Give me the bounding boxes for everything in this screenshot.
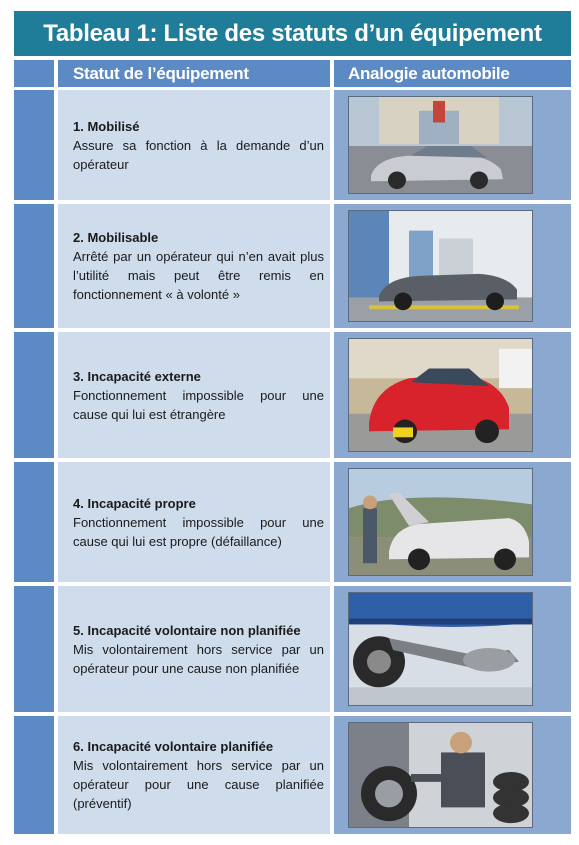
status-label: 4. Incapacité propre <box>73 495 196 511</box>
row-gutter-cell <box>14 716 54 834</box>
analogy-cell <box>334 332 571 458</box>
table-row <box>58 462 330 582</box>
car-exhaust-underside-photo <box>348 592 533 706</box>
header-gutter-cell <box>14 60 54 87</box>
table-row <box>58 204 330 328</box>
analogy-cell <box>334 90 571 200</box>
analogy-cell <box>334 462 571 582</box>
row-gutter-cell <box>14 586 54 712</box>
status-label: 1. Mobilisé <box>73 118 140 134</box>
status-description: Fonctionnement impossible pour une cause qui lui est propre (défaillance) <box>73 514 324 549</box>
row-gutter-cell <box>14 332 54 458</box>
analogy-cell <box>334 586 571 712</box>
row-gutter-cell <box>14 90 54 200</box>
status-label: 5. Incapacité volontaire non planifiée <box>73 622 301 638</box>
mechanic-changing-tire-photo <box>348 722 533 828</box>
status-label: 3. Incapacité externe <box>73 368 201 384</box>
status-description: Mis volontairement hors service par un opérateur pour une cause planifiée (préventif) <box>73 758 324 811</box>
table-row <box>58 586 330 712</box>
status-description: Fonctionnement impossible pour une cause qui lui est étrangère <box>73 387 324 422</box>
status-label: 6. Incapacité volontaire planifiée <box>73 739 274 754</box>
status-label: 2. Mobilisable <box>73 230 159 245</box>
analogy-cell <box>334 204 571 328</box>
row-gutter-cell <box>14 462 54 582</box>
row-gutter-cell <box>14 204 54 328</box>
header-status: Statut de l’équipement <box>58 60 330 87</box>
table-title: Tableau 1: Liste des statuts d’un équipement <box>14 11 571 56</box>
car-parked-in-garage-photo <box>348 210 533 322</box>
table-row <box>58 332 330 458</box>
analogy-cell <box>334 716 571 834</box>
broken-down-car-hood-open-photo <box>348 468 533 576</box>
clamped-red-car-photo <box>348 338 533 452</box>
table-row <box>58 90 330 200</box>
status-description: Arrêté par un opérateur qui n’en avait plus l’utilité mais peut être remis en fonctionnement « à volonté » <box>73 249 324 302</box>
table-row <box>58 716 330 834</box>
status-description: Mis volontairement hors service par un opérateur pour une cause non planifiée <box>73 641 324 676</box>
header-analogy: Analogie automobile <box>334 60 571 87</box>
status-description: Assure sa fonction à la demande d’un opérateur <box>73 137 324 172</box>
car-driving-at-arc-de-triomphe-photo <box>348 96 533 194</box>
